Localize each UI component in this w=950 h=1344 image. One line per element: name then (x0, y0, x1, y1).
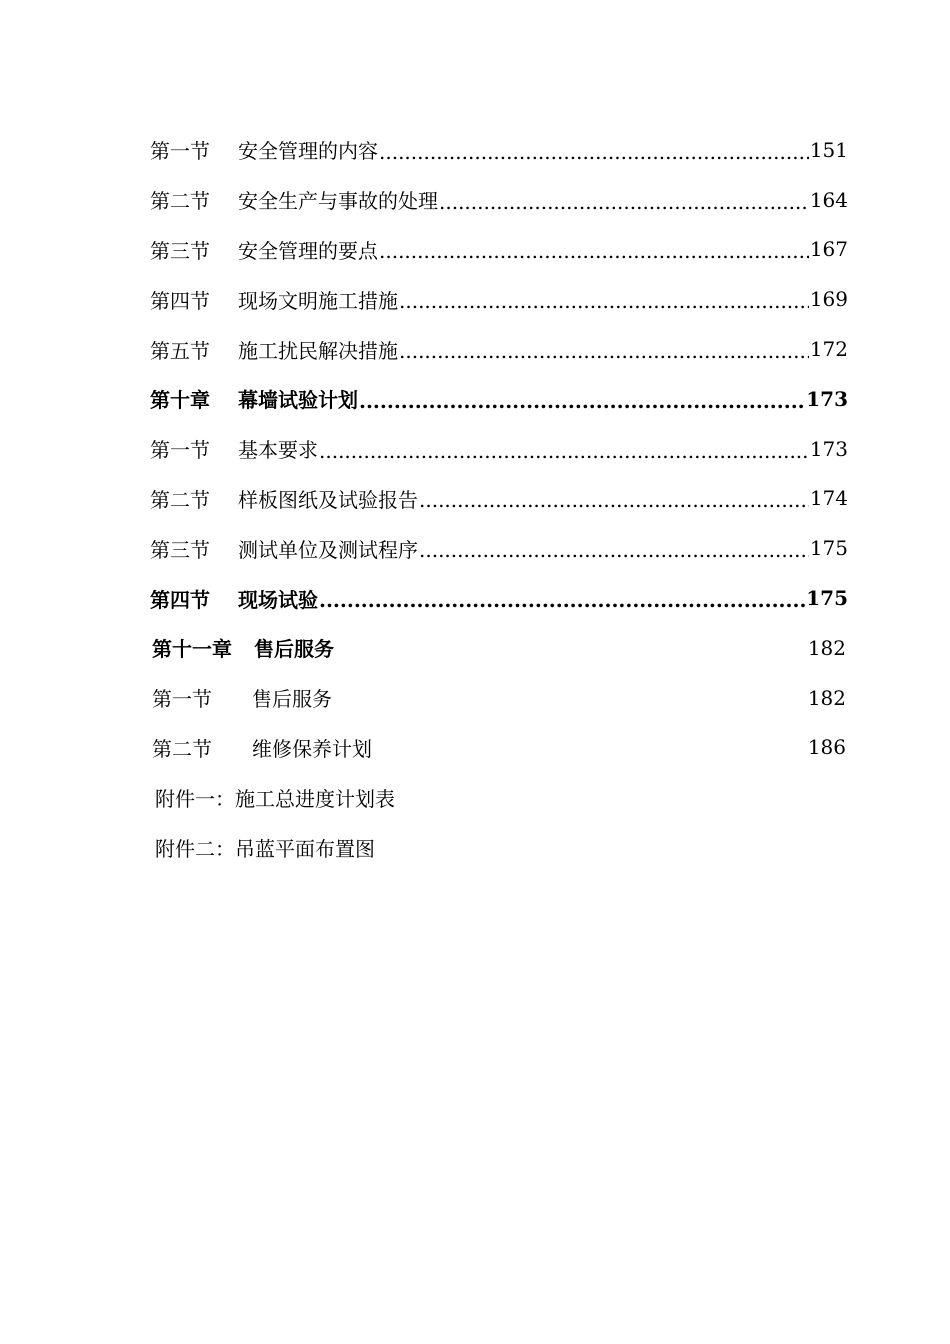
toc-section-title: 现场文明施工措施 (238, 288, 398, 313)
toc-appendix-entry[interactable] (150, 772, 848, 822)
toc-section-title: 安全生产与事故的处理 (238, 189, 438, 214)
toc-page-number: 174 (809, 486, 848, 511)
toc-dot-leader (419, 538, 809, 562)
toc-page-number: 175 (809, 536, 848, 561)
toc-appendix-text: 附件二：吊蓝平面布置图 (155, 836, 375, 861)
toc-appendix-text: 附件一：施工总进度计划表 (155, 786, 395, 811)
toc-section-title: 现场试验 (238, 587, 318, 612)
toc-entry[interactable] (150, 573, 848, 623)
toc-page-number: 151 (809, 137, 848, 162)
toc-page-number: 172 (809, 337, 848, 362)
toc-dot-leader (359, 389, 805, 413)
toc-section-number: 第五节 (150, 338, 210, 363)
toc-dot-leader (379, 239, 809, 263)
toc-chapter-number: 第十一章 (152, 637, 232, 662)
toc-page-number: 186 (807, 735, 846, 760)
toc-entry[interactable] (150, 474, 848, 524)
toc-page-number: 173 (809, 436, 848, 461)
toc-section-number: 第二节 (152, 736, 212, 761)
toc-page-number: 169 (809, 287, 848, 312)
toc-chapter-entry[interactable] (150, 623, 846, 673)
toc-page-number: 167 (809, 237, 848, 262)
toc-section-number: 第三节 (150, 537, 210, 562)
toc-dot-leader (439, 190, 809, 214)
toc-entry[interactable] (150, 523, 848, 573)
toc-dot-leader (319, 439, 809, 463)
toc-dot-leader (379, 140, 809, 164)
toc-section-title: 维修保养计划 (252, 736, 372, 761)
toc-section-title: 测试单位及测试程序 (238, 537, 418, 562)
toc-chapter-number: 第十章 (150, 388, 210, 413)
toc-section-number: 第一节 (152, 687, 212, 712)
toc-section-number: 第四节 (150, 288, 210, 313)
toc-dot-leader (399, 289, 809, 313)
toc-section-title: 安全管理的要点 (238, 238, 378, 263)
toc-dot-leader (319, 588, 805, 612)
table-of-contents (150, 125, 848, 872)
toc-entry[interactable] (150, 274, 848, 324)
toc-entry[interactable] (150, 424, 848, 474)
toc-section-number: 第一节 (150, 438, 210, 463)
toc-appendix-entry[interactable] (150, 822, 848, 872)
toc-section-number: 第一节 (150, 139, 210, 164)
toc-section-number: 第二节 (150, 189, 210, 214)
toc-entry[interactable] (150, 175, 848, 225)
toc-chapter-entry[interactable] (150, 374, 848, 424)
toc-page-number: 182 (807, 685, 846, 710)
toc-page-number: 173 (806, 386, 848, 411)
toc-page-number: 164 (809, 187, 848, 212)
toc-section-number: 第四节 (150, 587, 210, 612)
toc-section-title: 样板图纸及试验报告 (238, 487, 418, 512)
toc-chapter-title: 售后服务 (254, 637, 334, 662)
toc-section-number: 第三节 (150, 238, 210, 263)
toc-entry[interactable] (150, 324, 848, 374)
toc-section-number: 第二节 (150, 487, 210, 512)
toc-page-number: 175 (806, 586, 848, 611)
toc-dot-leader (399, 339, 809, 363)
toc-section-title: 售后服务 (252, 687, 332, 712)
toc-dot-leader (419, 488, 809, 512)
toc-entry[interactable] (150, 125, 848, 175)
toc-chapter-title: 幕墙试验计划 (238, 388, 358, 413)
toc-section-title: 施工扰民解决措施 (238, 338, 398, 363)
toc-entry[interactable] (150, 673, 846, 723)
toc-page-number: 182 (807, 635, 846, 660)
toc-entry[interactable] (150, 723, 846, 773)
toc-section-title: 安全管理的内容 (238, 139, 378, 164)
toc-section-title: 基本要求 (238, 438, 318, 463)
toc-entry[interactable] (150, 225, 848, 275)
